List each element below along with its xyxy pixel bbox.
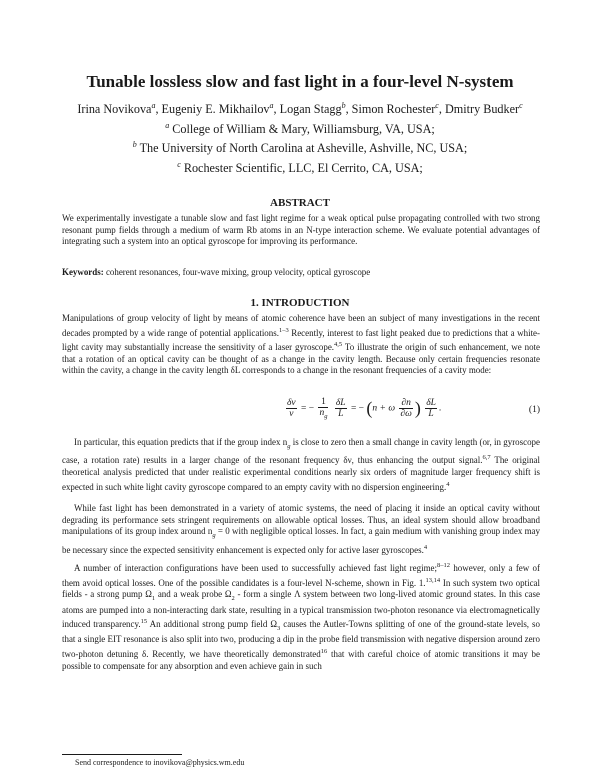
affiliation-text: Rochester Scientific, LLC, El Cerrito, CA, USA; (183, 161, 423, 176)
keywords-label: Keywords: (62, 267, 104, 277)
citation: 4 (423, 543, 428, 551)
affiliation-c (40, 160, 560, 176)
citation: 8–12 (436, 562, 450, 569)
affiliation-mark: c (435, 101, 439, 110)
affiliation-mark: c (519, 101, 523, 110)
citation: 13,14 (425, 576, 441, 584)
affiliation-mark: c (177, 160, 181, 169)
section-heading-introduction: 1. INTRODUCTION (250, 297, 350, 309)
fraction: $\frac{\partial n}{\partial\omega}$ (400, 397, 412, 419)
author-name: Simon Rochester (351, 102, 436, 117)
fraction: $\frac{\delta L}{L}$ (426, 397, 436, 419)
author-list: Irina Novikova$^a$, Eugeniy E. Mikhailov$^a$, Logan Stagg$^b$, Simon Rochester$^c$, Dmitry Budker$^c$ (77, 101, 523, 117)
citation: 16 (320, 648, 328, 656)
abstract-text: We experimentally investigate a tunable slow and fast light regime for a weak optical pulse propagating controlled with two strong resonant pump fields through a medium of warm Rb atoms in an N-type interaction scheme. We evaluate potential advantages of integrating such a system into an optical gyroscope for improving its performance. (62, 213, 540, 247)
equation-1 (62, 397, 540, 429)
footnote-rule (62, 754, 182, 755)
intro-paragraph-2: In particular, this equation predicts that if the group index $n_g$ is close to zero then a small change in cavity length (or, in gyroscope case, a rotation rate) results in a larger change of the resonant frequency δν, thus enhancing the output signal.$^{6,7}$ The original theoretical analysis predicted that under realistic experimental conditions nearly six orders of magnitude larger frequency shift is expected in such white light cavity gyroscope compared to an empty cavity with no dispersion engineering.$^4$ (62, 437, 540, 492)
affiliation-mark: b (132, 140, 137, 149)
author-name: Eugeniy E. Mikhailov (161, 102, 270, 117)
affiliation-mark: a (269, 101, 274, 110)
fraction: $\frac{\delta\nu}{\nu}$ (287, 397, 296, 419)
citation: 1–3 (278, 326, 289, 334)
footnote: Send correspondence to inovikova@physics.wm.edu (75, 758, 245, 767)
affiliation-a (40, 121, 560, 137)
citation: 15 (140, 618, 148, 626)
keywords-text: coherent resonances, four-wave mixing, group velocity, optical gyroscope (105, 267, 371, 277)
intro-paragraph-1: Manipulations of group velocity of light by means of atomic coherence have been an subject of many investigations in the recent decades prompted by a wide range of potential applications.$^{1-3}$ Recently, interest to fast light peaked due to predictions that a white-light cavity may substantially increase the sensitivity of a laser gyroscope.$^{4,5}$ To illustrate the origin of such enhancement, we note that a rotation of an optical cavity can be thought of as a change in the cavity length. Because only certain frequencies resonate within the cavity, a change in the cavity length δL corresponds to a change in the resonant frequencies of a cavity mode: (62, 313, 540, 376)
intro-paragraph-4: A number of interaction configurations have been used to successfully achieved fast light regime;$^{8-12}$ however, only a few of them avoid optical losses. One of the possible candidates is a four-level N-scheme, shown in Fig. 1.$^{13,14}$ In such system two optical fields - a strong pump $\Omega_1$ and a weak probe $\Omega_2$ - form a single Λ system between two long-lived atomic ground states. In this case atoms are pumped into a non-interacting dark state, resulting in a typical transmission two-photon resonance via electromagnetically induced transparency.$^{15}$ An additional strong pump field $\Omega_3$ causes the Autler-Towns splitting of one of the ground-state levels, so that a single EIT resonance is also split into two, producing a dip in the probe field transmission with negative dispersion around zero two-photon detuning δ. Recently, we have theoretically demonstrated$^{16}$ that with careful choice of atomic transitions it may be possible to compensate for any absorption and even achieve gain in such (62, 562, 540, 671)
keywords-line (62, 267, 540, 277)
fraction: $\frac{\delta L}{L}$ (335, 397, 346, 419)
affiliation-mark: b (341, 101, 346, 110)
citation: 4 (446, 480, 450, 488)
author-name: Logan Stagg (279, 102, 342, 117)
fraction: $\frac{1}{n_g}$ (319, 397, 328, 420)
citation: 6,7 (482, 454, 491, 462)
equation-body: $\frac{\delta\nu}{\nu}$ = − $\frac{1}{n_g}$ $\frac{\delta L}{L}$ = − (n + ω $\frac{\partial n}{\partial\omega}$ ) $\frac{\delta L}{L}$ . (287, 397, 442, 420)
affiliation-text: The University of North Carolina at Asheville, Ashville, NC, USA; (139, 141, 468, 156)
author-name: Irina Novikova (77, 102, 152, 117)
affiliation-mark: a (151, 101, 156, 110)
affiliation-mark: a (165, 121, 170, 130)
affiliation-text: College of William & Mary, Williamsburg, VA, USA; (172, 122, 435, 137)
author-name: Dmitry Budker (444, 102, 520, 117)
paper-title: Tunable lossless slow and fast light in a four-level N-system (86, 72, 514, 91)
equation-number: (1) (528, 405, 540, 415)
citation: 4,5 (334, 341, 343, 349)
intro-paragraph-3: While fast light has been demonstrated in a variety of atomic systems, the need of placing it inside an optical cavity without degrading its performance sets stringent requirements on allowable optical losses. Thus, an ideal system should allow broadband manipulations of its group index around $n_g = 0$ with negligible optical losses. In fact, a gain medium with vanishing group index may be necessary since the expected sensitivity enhancement is expected only for active laser gyroscopes.$^4$ (62, 503, 540, 555)
abstract-heading: ABSTRACT (270, 197, 330, 209)
affiliation-b (40, 140, 560, 156)
